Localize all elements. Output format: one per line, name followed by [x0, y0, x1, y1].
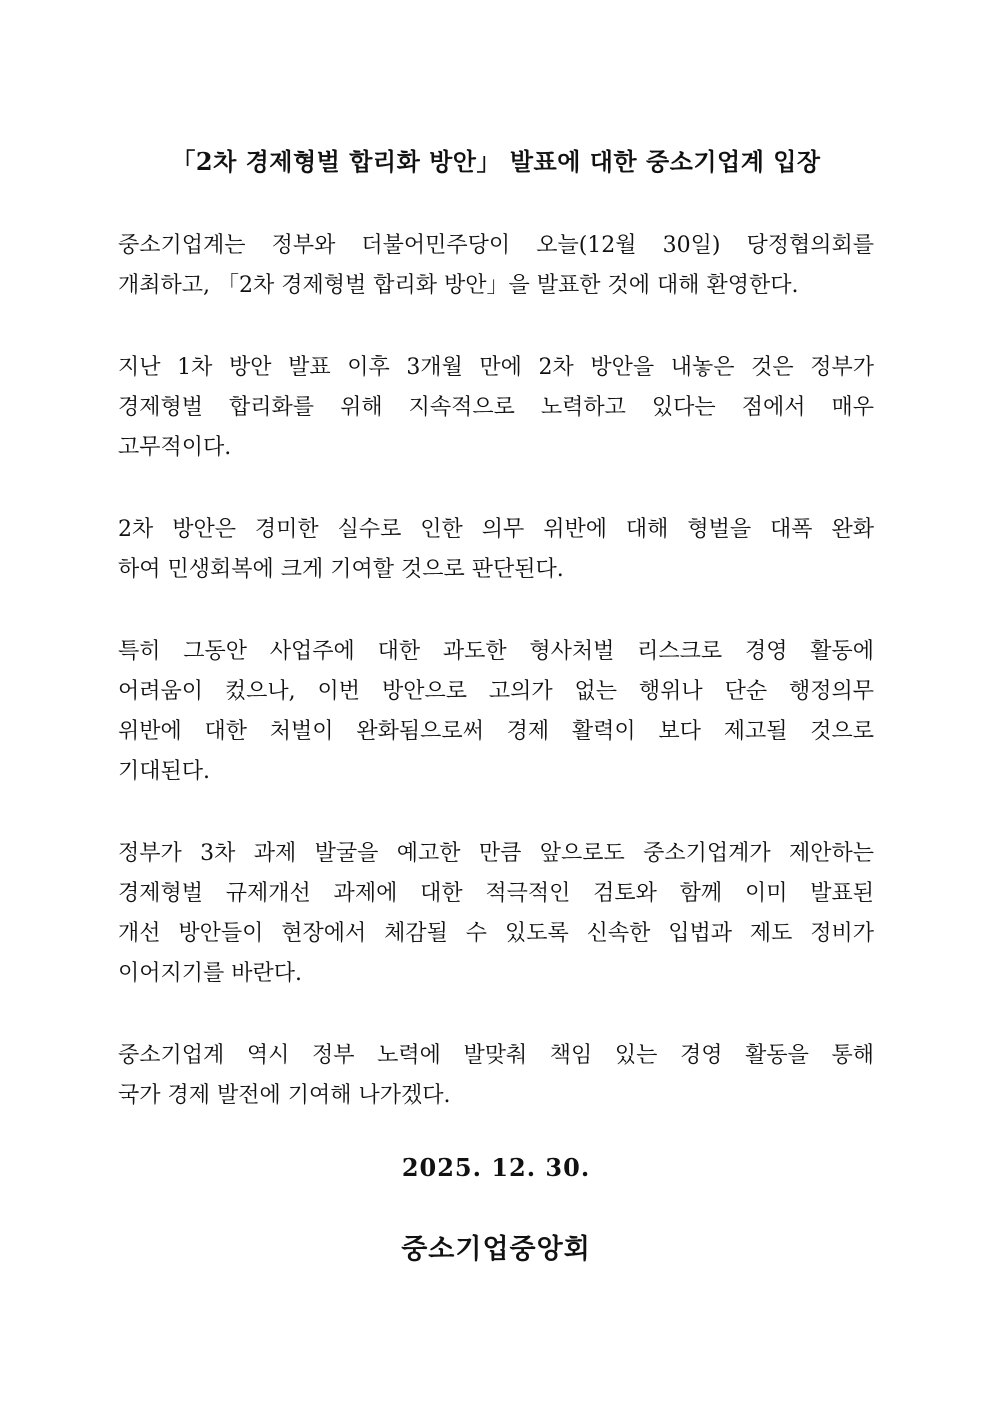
paragraph-line: 중소기업계 역시 정부 노력에 발맞춰 책임 있는 경영 활동을 통해: [118, 1043, 874, 1068]
paragraph-line: 특히 그동안 사업주에 대한 과도한 형사처벌 리스크로 경영 활동에: [118, 639, 874, 664]
paragraph-line: 어려움이 컸으나, 이번 방안으로 고의가 없는 행위나 단순 행정의무: [118, 679, 874, 704]
paragraph-line: 위반에 대한 처벌이 완화됨으로써 경제 활력이 보다 제고될 것으로: [118, 719, 874, 744]
paragraph-line: 이어지기를 바란다.: [118, 961, 303, 986]
paragraph-line: 경제형벌 합리화를 위해 지속적으로 노력하고 있다는 점에서 매우: [118, 395, 874, 420]
paragraph-line: 국가 경제 발전에 기여해 나가겠다.: [118, 1083, 451, 1108]
paragraph-1: [118, 226, 874, 306]
paragraph-line: 정부가 3차 과제 발굴을 예고한 만큼 앞으로도 중소기업계가 제안하는: [118, 841, 874, 866]
paragraph-line: 기대된다.: [118, 759, 211, 784]
paragraph-6: [118, 1036, 874, 1116]
paragraph-4: [118, 632, 874, 792]
paragraph-line: 경제형벌 규제개선 과제에 대한 적극적인 검토와 함께 이미 발표된: [118, 881, 874, 906]
issuing-organization: 중소기업중앙회: [401, 1234, 591, 1265]
paragraph-line: 개선 방안들이 현장에서 체감될 수 있도록 신속한 입법과 제도 정비가: [118, 921, 874, 946]
paragraph-2: [118, 348, 874, 468]
paragraph-line: 2차 방안은 경미한 실수로 인한 의무 위반에 대해 형벌을 대폭 완화: [118, 517, 874, 542]
paragraph-line: 개최하고, 「2차 경제형벌 합리화 방안」을 발표한 것에 대해 환영한다.: [118, 273, 799, 298]
paragraph-line: 중소기업계는 정부와 더불어민주당이 오늘(12월 30일) 당정협의회를: [118, 233, 874, 258]
statement-date: 2025. 12. 30.: [401, 1153, 591, 1182]
paragraph-3: [118, 510, 874, 590]
paragraph-line: 고무적이다.: [118, 435, 232, 460]
statement-body: [118, 226, 874, 1158]
paragraph-5: [118, 834, 874, 994]
document-title: 「2차 경제형벌 합리화 방안」 발표에 대한 중소기업계 입장: [171, 147, 821, 176]
paragraph-line: 하여 민생회복에 크게 기여할 것으로 판단된다.: [118, 557, 564, 582]
paragraph-line: 지난 1차 방안 발표 이후 3개월 만에 2차 방안을 내놓은 것은 정부가: [118, 355, 874, 380]
